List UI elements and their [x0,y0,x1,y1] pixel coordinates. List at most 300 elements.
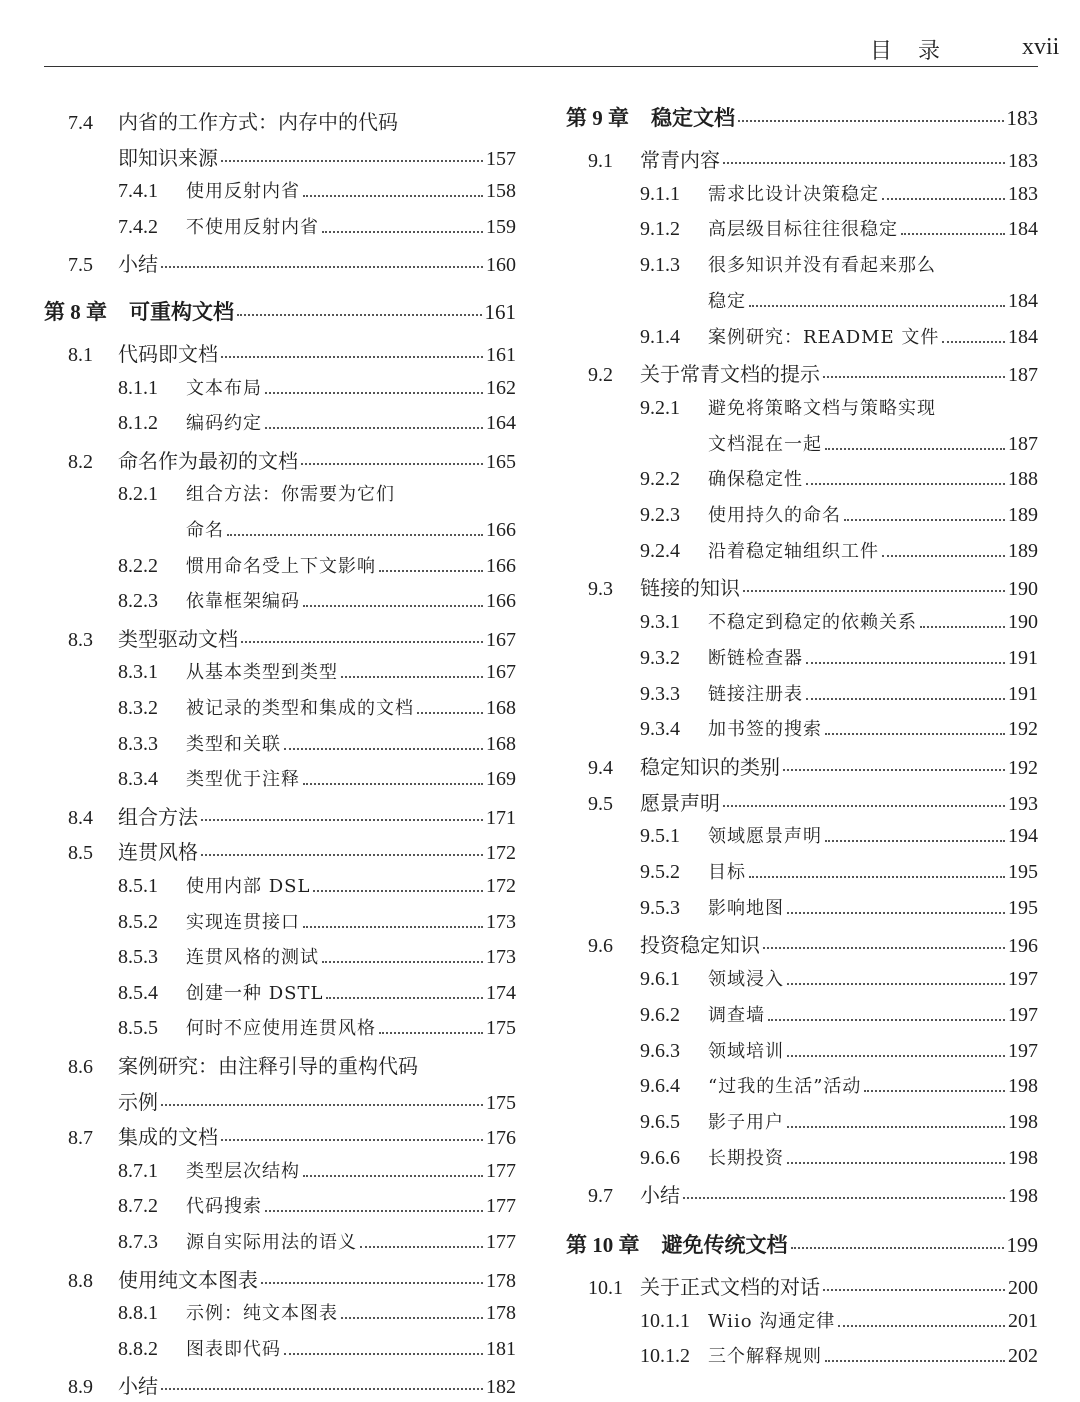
toc-entry-number: 8.6 [68,1056,93,1078]
toc-entry-title: 惯用命名受上下文影响 [186,555,376,577]
toc-entry-page: 193 [1008,792,1038,815]
toc-entry-number: 8.3.1 [118,661,158,684]
toc-entry-title: 代码搜索 [186,1196,262,1218]
toc-leader-dots [322,961,483,963]
toc-entry-title: 示例：纯文本图表 [186,1303,338,1325]
toc-entry-number: 8.5.1 [118,875,158,897]
toc-leader-dots [825,448,1005,450]
toc-entry-title: 避免传统文档 [661,1233,788,1257]
toc-entry-page: 195 [1008,896,1038,919]
toc-entry-page: 172 [486,842,516,865]
toc-entry-title: 稳定文档 [651,106,735,130]
toc-leader-dots [303,926,483,928]
toc-entry-title: 小结 [118,252,158,277]
toc-subsection-entry [640,644,1038,674]
toc-entry-number: 9.2.4 [640,539,680,562]
toc-section-entry [68,836,516,866]
toc-entry-page: 166 [486,590,516,613]
toc-entry-page: 164 [486,412,516,435]
toc-entry-page: 197 [1008,968,1038,991]
toc-entry-page: 196 [1008,935,1038,958]
toc-leader-dots [379,1032,483,1034]
toc-leader-dots [303,605,483,607]
toc-section-entry [68,1264,516,1294]
toc-subsection-entry [640,251,1038,281]
toc-entry-page: 178 [486,1302,516,1325]
toc-leader-dots [261,1282,483,1284]
toc-entry-page: 181 [486,1337,516,1360]
toc-entry-title: 使用纯文本图表 [118,1267,258,1292]
toc-subsection-entry [118,374,516,404]
toc-entry-page: 201 [1008,1309,1038,1332]
toc-section-entry [588,929,1038,959]
toc-subsection-entry [640,680,1038,710]
toc-entry-page: 191 [1008,682,1038,705]
toc-subsection-entry [640,1342,1038,1372]
toc-subsection-entry [118,1335,516,1365]
toc-entry-title: 使用反射内省 [186,181,300,203]
toc-entry-page: 192 [1008,756,1038,779]
toc-entry-number: 8.5.5 [118,1017,158,1040]
toc-subsection-entry [708,287,1038,317]
toc-leader-dots [806,662,1005,664]
toc-entry-page: 175 [486,1017,516,1040]
toc-entry-page: 194 [1008,825,1038,848]
toc-leader-dots [237,314,482,316]
toc-entry-number: 9.1.2 [640,218,680,241]
toc-leader-dots [201,854,483,856]
toc-entry-page: 161 [484,300,516,324]
toc-entry-number: 第 8 章 [44,300,107,324]
toc-entry-page: 198 [1008,1185,1038,1208]
toc-subsection-entry [640,1072,1038,1102]
toc-entry-number: 9.6.1 [640,968,680,991]
toc-entry-title: 代码即文档 [118,342,218,366]
toc-entry-number: 9.2.2 [640,468,680,491]
toc-entry-title: 常青内容 [640,148,720,172]
toc-entry-page: 198 [1008,1110,1038,1133]
toc-entry-title: 不使用反射内省 [186,216,319,238]
toc-left-column [0,0,520,1402]
toc-entry-number: 8.5.4 [118,981,158,1004]
toc-section-entry [588,144,1038,174]
toc-entry-page: 161 [486,344,516,366]
toc-entry-number: 8.7.2 [118,1195,158,1218]
toc-leader-dots [806,483,1005,485]
toc-entry-number: 10.1 [588,1277,623,1299]
toc-entry-page: 159 [486,215,516,238]
toc-subsection-entry [118,1157,516,1187]
toc-subsection-entry [118,658,516,688]
toc-leader-dots [227,534,483,536]
toc-entry-title: 源自实际用法的语义 [186,1232,357,1253]
toc-entry-title: 领域愿景声明 [708,826,822,848]
toc-entry-number: 9.7 [588,1185,613,1208]
toc-leader-dots [284,1353,483,1355]
toc-section-entry [588,358,1038,388]
toc-entry-title: 链接注册表 [708,683,803,705]
toc-leader-dots [783,769,1005,771]
toc-entry-title: 实现连贯接口 [186,911,300,933]
toc-entry-title: 稳定知识的类别 [640,754,780,779]
toc-entry-number: 9.3.3 [640,682,680,705]
toc-entry-title: 三个解释规则 [708,1346,822,1368]
toc-leader-dots [221,1139,483,1141]
toc-entry-number: 8.8.2 [118,1337,158,1360]
toc-entry-page: 168 [486,732,516,755]
toc-chapter-entry [566,102,1038,132]
toc-entry-number: 8.1.1 [118,376,158,399]
toc-subsection-entry [640,1037,1038,1067]
toc-entry-number: 7.4 [68,112,93,134]
toc-entry-title: 即知识来源 [118,145,218,170]
toc-subsection-entry [640,858,1038,888]
toc-subsection-entry [640,608,1038,638]
toc-entry-page: 200 [1008,1277,1038,1299]
toc-leader-dots [221,160,483,162]
toc-entry-title: 集成的文档 [118,1125,218,1150]
toc-subsection-entry [708,430,1038,460]
toc-entry-page: 198 [1008,1075,1038,1098]
toc-entry-title: 类型驱动文档 [118,626,238,651]
toc-entry-page: 183 [1008,182,1038,205]
toc-entry-page: 177 [486,1159,516,1182]
toc-entry-page: 192 [1008,718,1038,741]
toc-entry-page: 177 [486,1231,516,1253]
toc-entry-title: 小结 [118,1374,158,1399]
toc-entry-number: 9.6.4 [640,1075,680,1098]
toc-entry-title: 长期投资 [708,1147,784,1169]
toc-entry-number: 8.8.1 [118,1302,158,1325]
toc-leader-dots [379,570,483,572]
toc-leader-dots [749,305,1005,307]
toc-leader-dots [825,840,1005,842]
toc-entry-title: 使用内部 DSL [186,876,311,897]
toc-entry-number: 9.6.5 [640,1110,680,1133]
toc-section-entry [118,1086,516,1116]
toc-entry-number: 8.9 [68,1376,93,1399]
toc-subsection-entry [118,872,516,902]
toc-entry-title: 示例 [118,1089,158,1114]
toc-entry-number: 7.4.2 [118,215,158,238]
toc-entry-title: 组合方法 [118,804,198,829]
toc-subsection-entry [640,1144,1038,1174]
toc-entry-title: 关于常青文档的提示 [640,362,820,387]
toc-leader-dots [303,1175,483,1177]
toc-subsection-entry [118,409,516,439]
toc-entry-number: 10.1.2 [640,1345,690,1368]
toc-leader-dots [787,1162,1005,1164]
toc-entry-title: 类型和关联 [186,733,281,755]
toc-leader-dots [417,712,483,714]
toc-subsection-entry [118,1192,516,1222]
toc-subsection-entry [118,694,516,724]
toc-entry-page: 195 [1008,861,1038,883]
toc-leader-dots [738,120,1004,122]
toc-entry-page: 167 [486,661,516,684]
toc-entry-number: 10.1.1 [640,1309,690,1332]
toc-entry-title: 命名作为最初的文档 [118,448,298,473]
toc-subsection-entry [118,765,516,795]
toc-entry-page: 168 [486,697,516,719]
toc-section-entry [68,1121,516,1151]
toc-entry-title: 命名 [186,520,224,541]
toc-leader-dots [844,519,1005,521]
toc-entry-title: 连贯风格的测试 [186,947,319,969]
toc-entry-page: 162 [486,376,516,399]
toc-entry-title: 文档混在一起 [708,433,822,455]
toc-section-entry [68,1050,516,1080]
toc-entry-page: 184 [1008,289,1038,312]
toc-entry-page: 191 [1008,646,1038,669]
toc-subsection-entry [640,537,1038,567]
toc-subsection-entry [118,1228,516,1258]
toc-entry-page: 175 [486,1091,516,1114]
toc-subsection-entry [640,894,1038,924]
toc-leader-dots [241,641,483,643]
toc-entry-number: 8.3 [68,628,93,651]
header-section-title: 目 录 [870,39,943,64]
toc-leader-dots [723,805,1005,807]
toc-subsection-entry [640,465,1038,495]
toc-subsection-entry [118,480,516,510]
toc-chapter-entry [44,296,516,326]
toc-subsection-entry [118,979,516,1009]
toc-entry-page: 157 [486,147,516,170]
toc-entry-page: 182 [486,1376,516,1399]
toc-entry-title: 案例研究：README 文件 [708,326,940,348]
toc-leader-dots [787,912,1005,914]
toc-entry-number: 第 10 章 [566,1233,640,1257]
toc-subsection-entry [640,323,1038,353]
toc-entry-number: 9.6.6 [640,1146,680,1169]
toc-leader-dots [313,890,483,892]
toc-entry-title: 很多知识并没有看起来那么 [708,255,936,277]
toc-entry-title: 领域培训 [708,1040,784,1062]
toc-entry-title: 内省的工作方式：内存中的代码 [118,110,398,134]
toc-entry-number: 8.7.1 [118,1159,158,1182]
toc-entry-page: 165 [486,450,516,473]
toc-leader-dots [787,983,1005,985]
toc-leader-dots [360,1246,483,1248]
toc-entry-title: Wiio 沟通定律 [708,1310,836,1332]
toc-entry-page: 166 [486,554,516,577]
toc-entry-page: 190 [1008,611,1038,634]
toc-entry-title: 链接的知识 [640,576,740,601]
toc-leader-dots [322,231,483,233]
toc-leader-dots [743,590,1005,592]
toc-entry-title: 从基本类型到类型 [186,662,338,684]
toc-subsection-entry [118,908,516,938]
toc-entry-title: 避免将策略文档与策略实现 [708,397,936,419]
toc-entry-number: 8.5.3 [118,946,158,969]
toc-entry-title: 断链检查器 [708,647,803,669]
toc-entry-title: 文本布局 [186,377,262,399]
toc-section-entry [68,801,516,831]
toc-subsection-entry [640,501,1038,531]
toc-entry-number: 9.5.1 [640,825,680,848]
toc-section-entry [588,751,1038,781]
toc-subsection-entry [118,943,516,973]
toc-subsection-entry [640,180,1038,210]
toc-leader-dots [825,1360,1005,1362]
toc-entry-number: 8.4 [68,806,93,829]
toc-section-entry [68,623,516,653]
toc-leader-dots [942,341,1005,343]
toc-section-entry [588,787,1038,817]
toc-entry-number: 9.4 [588,756,613,779]
toc-entry-number: 9.3.4 [640,718,680,741]
toc-entry-page: 173 [486,946,516,969]
toc-entry-page: 160 [486,254,516,277]
toc-entry-page: 183 [1006,106,1038,130]
toc-entry-title: 目标 [708,862,746,883]
toc-leader-dots [284,748,483,750]
toc-entry-page: 178 [486,1269,516,1292]
toc-subsection-entry [640,1108,1038,1138]
toc-section-entry [68,248,516,278]
toc-entry-title: 领域浸入 [708,969,784,991]
toc-subsection-entry [640,1307,1038,1337]
toc-entry-number: 9.1.4 [640,325,680,348]
toc-section-entry [68,106,516,136]
toc-leader-dots [265,1210,483,1212]
toc-entry-number: 第 9 章 [566,106,629,130]
toc-subsection-entry [118,1014,516,1044]
toc-subsection-entry [118,177,516,207]
toc-entry-number: 9.3.2 [640,646,680,669]
toc-subsection-entry [640,215,1038,245]
toc-leader-dots [823,376,1005,378]
toc-chapter-entry [566,1229,1038,1259]
toc-entry-number: 7.5 [68,254,93,277]
toc-entry-number: 8.3.3 [118,732,158,755]
toc-entry-number: 8.2.2 [118,554,158,577]
toc-leader-dots [341,1317,483,1319]
toc-entry-page: 184 [1008,218,1038,241]
toc-entry-title: 依靠框架编码 [186,591,300,613]
toc-section-entry [588,1179,1038,1209]
toc-entry-title: 何时不应使用连贯风格 [186,1018,376,1040]
toc-leader-dots [265,392,483,394]
toc-section-entry [68,1370,516,1400]
toc-leader-dots [791,1247,1004,1249]
toc-entry-page: 184 [1008,325,1038,348]
toc-leader-dots [303,783,483,785]
toc-entry-title: 使用持久的命名 [708,505,841,526]
toc-section-entry [588,1271,1038,1301]
toc-entry-number: 9.2.1 [640,396,680,419]
toc-leader-dots [341,676,483,678]
toc-entry-title: 图表即代码 [186,1338,281,1360]
toc-right-column [520,0,1080,1402]
toc-subsection-entry [118,213,516,243]
toc-leader-dots [825,733,1005,735]
toc-entry-title: 类型优于注释 [186,769,300,791]
toc-subsection-entry [118,587,516,617]
toc-entry-page: 183 [1008,150,1038,172]
toc-subsection-entry [640,822,1038,852]
toc-leader-dots [683,1197,1005,1199]
toc-leader-dots [806,698,1005,700]
toc-leader-dots [920,626,1005,628]
toc-entry-page: 166 [486,519,516,541]
toc-entry-title: 愿景声明 [640,790,720,815]
toc-leader-dots [301,463,483,465]
toc-entry-title: 影响地图 [708,897,784,919]
toc-entry-title: 投资稳定知识 [640,933,760,958]
toc-entry-page: 167 [486,628,516,651]
toc-entry-title: 确保稳定性 [708,469,803,491]
toc-entry-page: 176 [486,1127,516,1150]
toc-leader-dots [161,1104,483,1106]
toc-entry-page: 197 [1008,1003,1038,1026]
toc-entry-number: 9.6.3 [640,1039,680,1062]
toc-entry-number: 9.3 [588,578,613,601]
toc-entry-page: 169 [486,768,516,791]
toc-entry-number: 9.1.1 [640,182,680,205]
toc-entry-page: 187 [1008,364,1038,387]
toc-entry-number: 9.5 [588,792,613,815]
toc-leader-dots [326,997,483,999]
toc-entry-title: 类型层次结构 [186,1160,300,1182]
toc-entry-number: 8.2.3 [118,590,158,613]
toc-leader-dots [221,356,483,358]
toc-leader-dots [161,1388,483,1390]
toc-subsection-entry [640,1001,1038,1031]
toc-entry-title: “过我的生活”活动 [708,1076,862,1098]
toc-entry-page: 188 [1008,468,1038,491]
toc-entry-number: 8.5 [68,842,93,865]
toc-entry-number: 8.1.2 [118,412,158,435]
toc-leader-dots [787,1126,1005,1128]
toc-entry-page: 190 [1008,578,1038,601]
toc-subsection-entry [640,394,1038,424]
toc-leader-dots [763,947,1005,949]
toc-entry-number: 9.2.3 [640,504,680,526]
toc-entry-title: 编码约定 [186,413,262,435]
toc-leader-dots [864,1090,1005,1092]
toc-entry-title: 高层级目标往往很稳定 [708,219,898,241]
toc-entry-page: 174 [486,981,516,1004]
toc-subsection-entry [118,730,516,760]
toc-leader-dots [838,1325,1005,1327]
toc-leader-dots [303,195,483,197]
toc-entry-number: 9.5.2 [640,861,680,883]
toc-section-entry [68,338,516,368]
toc-entry-page: 177 [486,1195,516,1218]
toc-entry-title: 可重构文档 [129,300,234,324]
toc-entry-title: 组合方法：你需要为它们 [186,484,395,506]
toc-entry-page: 199 [1006,1233,1038,1257]
toc-entry-title: 连贯风格 [118,840,198,865]
toc-entry-title: 小结 [640,1183,680,1208]
toc-entry-page: 158 [486,180,516,203]
toc-entry-title: 不稳定到稳定的依赖关系 [708,612,917,634]
toc-entry-number: 9.5.3 [640,896,680,919]
toc-leader-dots [787,1055,1005,1057]
toc-entry-number: 8.3.4 [118,768,158,791]
toc-entry-number: 9.1 [588,150,613,172]
toc-leader-dots [882,555,1005,557]
toc-subsection-entry [186,516,516,546]
toc-entry-number: 9.1.3 [640,254,680,277]
toc-entry-number: 9.6.2 [640,1003,680,1026]
toc-section-entry [118,142,516,172]
header-page-number: xvii [1022,34,1060,60]
toc-entry-title: 被记录的类型和集成的文档 [186,698,414,719]
toc-entry-page: 189 [1008,504,1038,526]
